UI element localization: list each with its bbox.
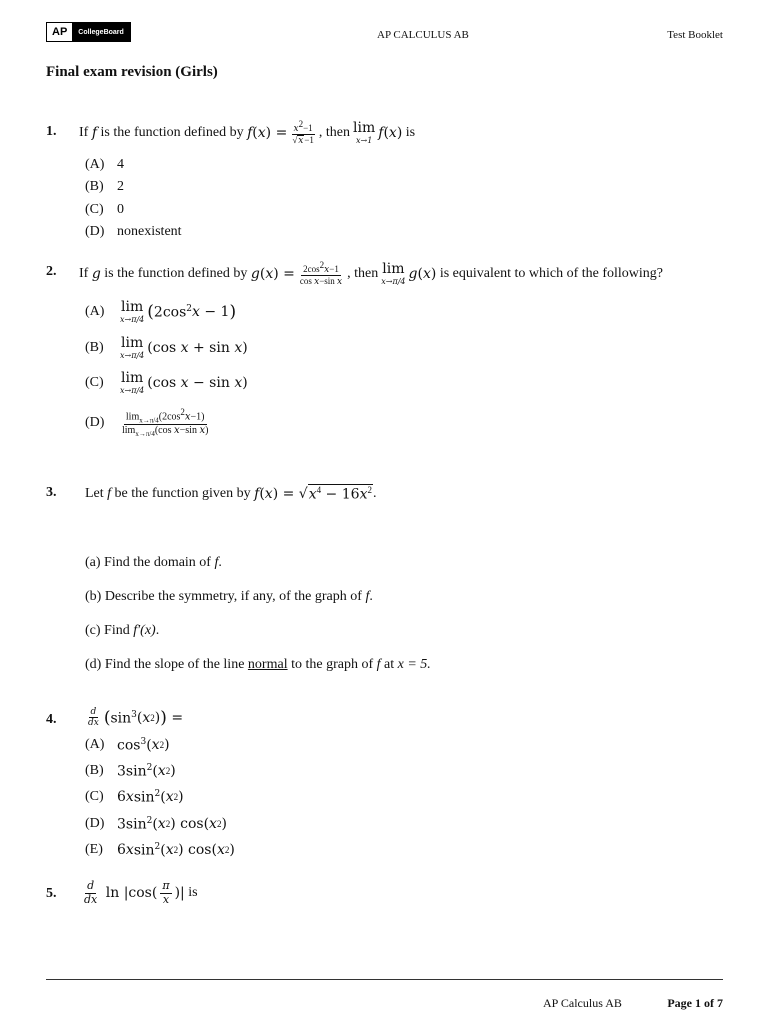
question-2-option-c: (C) lim x→π/4 (cos x − sin x ) [85,370,248,395]
question-2-stem: If g is the function defined by g ( x ) = $\frac{2\cos^2x-1}{\text{cos x−sin x}}$ , then lim x→π/4 g ( x ) is equivalent to which of the following? [79,260,663,288]
question-1-stem: If f is the function defined by f ( x ) = $\frac{x^2-1}{√x-1}$ , then lim x→1 f ( x ) is [79,119,416,147]
question-2-option-d: (D) $\frac{\lim_{x\to\pi/4}(2\cos^2x-1)}{\lim_{x\to\pi/4}(\cos x-\sin x)}$ [85,407,209,439]
page-number: Page 1 of 7 [667,996,723,1010]
question-4-option-d: (D) $3\sin^2$( x 2 ) cos( x 2 ) [85,816,227,833]
question-3-part-a: (a) Find the domain of f . [85,555,222,570]
collegeboard-logo [46,22,131,42]
question-1-option-d: (D) nonexistent [85,224,182,239]
page-title: Final exam revision (Girls) [46,64,218,80]
question-number-5: 5. [46,886,57,901]
footer-divider [46,979,723,980]
question-number-4: 4. [46,712,57,727]
question-1-option-b: (B) 2 [85,179,124,194]
question-number-3: 3. [46,485,57,500]
header-course: AP CALCULUS AB [377,29,469,41]
question-number-2: 2. [46,264,57,279]
question-5-stem: $\frac{d}{dx}$ ln |cos( $\frac{\pi}{x}$ )| is [84,879,198,906]
question-number-1: 1. [46,124,57,139]
question-3-part-b: (b) Describe the symmetry, if any, of the graph of f . [85,589,373,604]
question-1-option-c: (C) 0 [85,202,124,217]
question-4-option-a: (A) $\cos^3$( x 2 ) [85,737,170,754]
question-4-option-b: (B) $3\sin^2$( x 2 ) [85,763,176,780]
question-3-stem: Let f be the function given by f ( x ) = √ $x^4 - 16x^2$ . [85,485,377,503]
logo-ap-text: AP [47,23,72,41]
question-2-option-b: (B) lim x→π/4 (cos x + sin x ) [85,335,248,360]
question-4-stem: $\frac{d}{dx}$ ( $\sin^3$ ( x 2 ) ) = [88,707,184,729]
question-3-part-c: (c) Find f′(x) . [85,623,160,638]
question-4-option-e: (E) 6 x $\sin^2$( x 2 ) cos( x 2 ) [85,842,235,859]
question-2-option-a: (A) lim x→π/4 ( $2\cos^2$ x − 1 ) [85,299,237,324]
footer-subject: AP Calculus AB [543,996,622,1010]
question-4-option-c: (C) 6 x $\sin^2$( x 2 ) [85,789,184,806]
logo-collegeboard-text: CollegeBoard [72,23,130,41]
question-3-part-d: (d) Find the slope of the line normal to the graph of f at x = 5. [85,657,431,672]
header-booklet: Test Booklet [667,29,723,41]
question-1-option-a: (A) 4 [85,157,124,172]
